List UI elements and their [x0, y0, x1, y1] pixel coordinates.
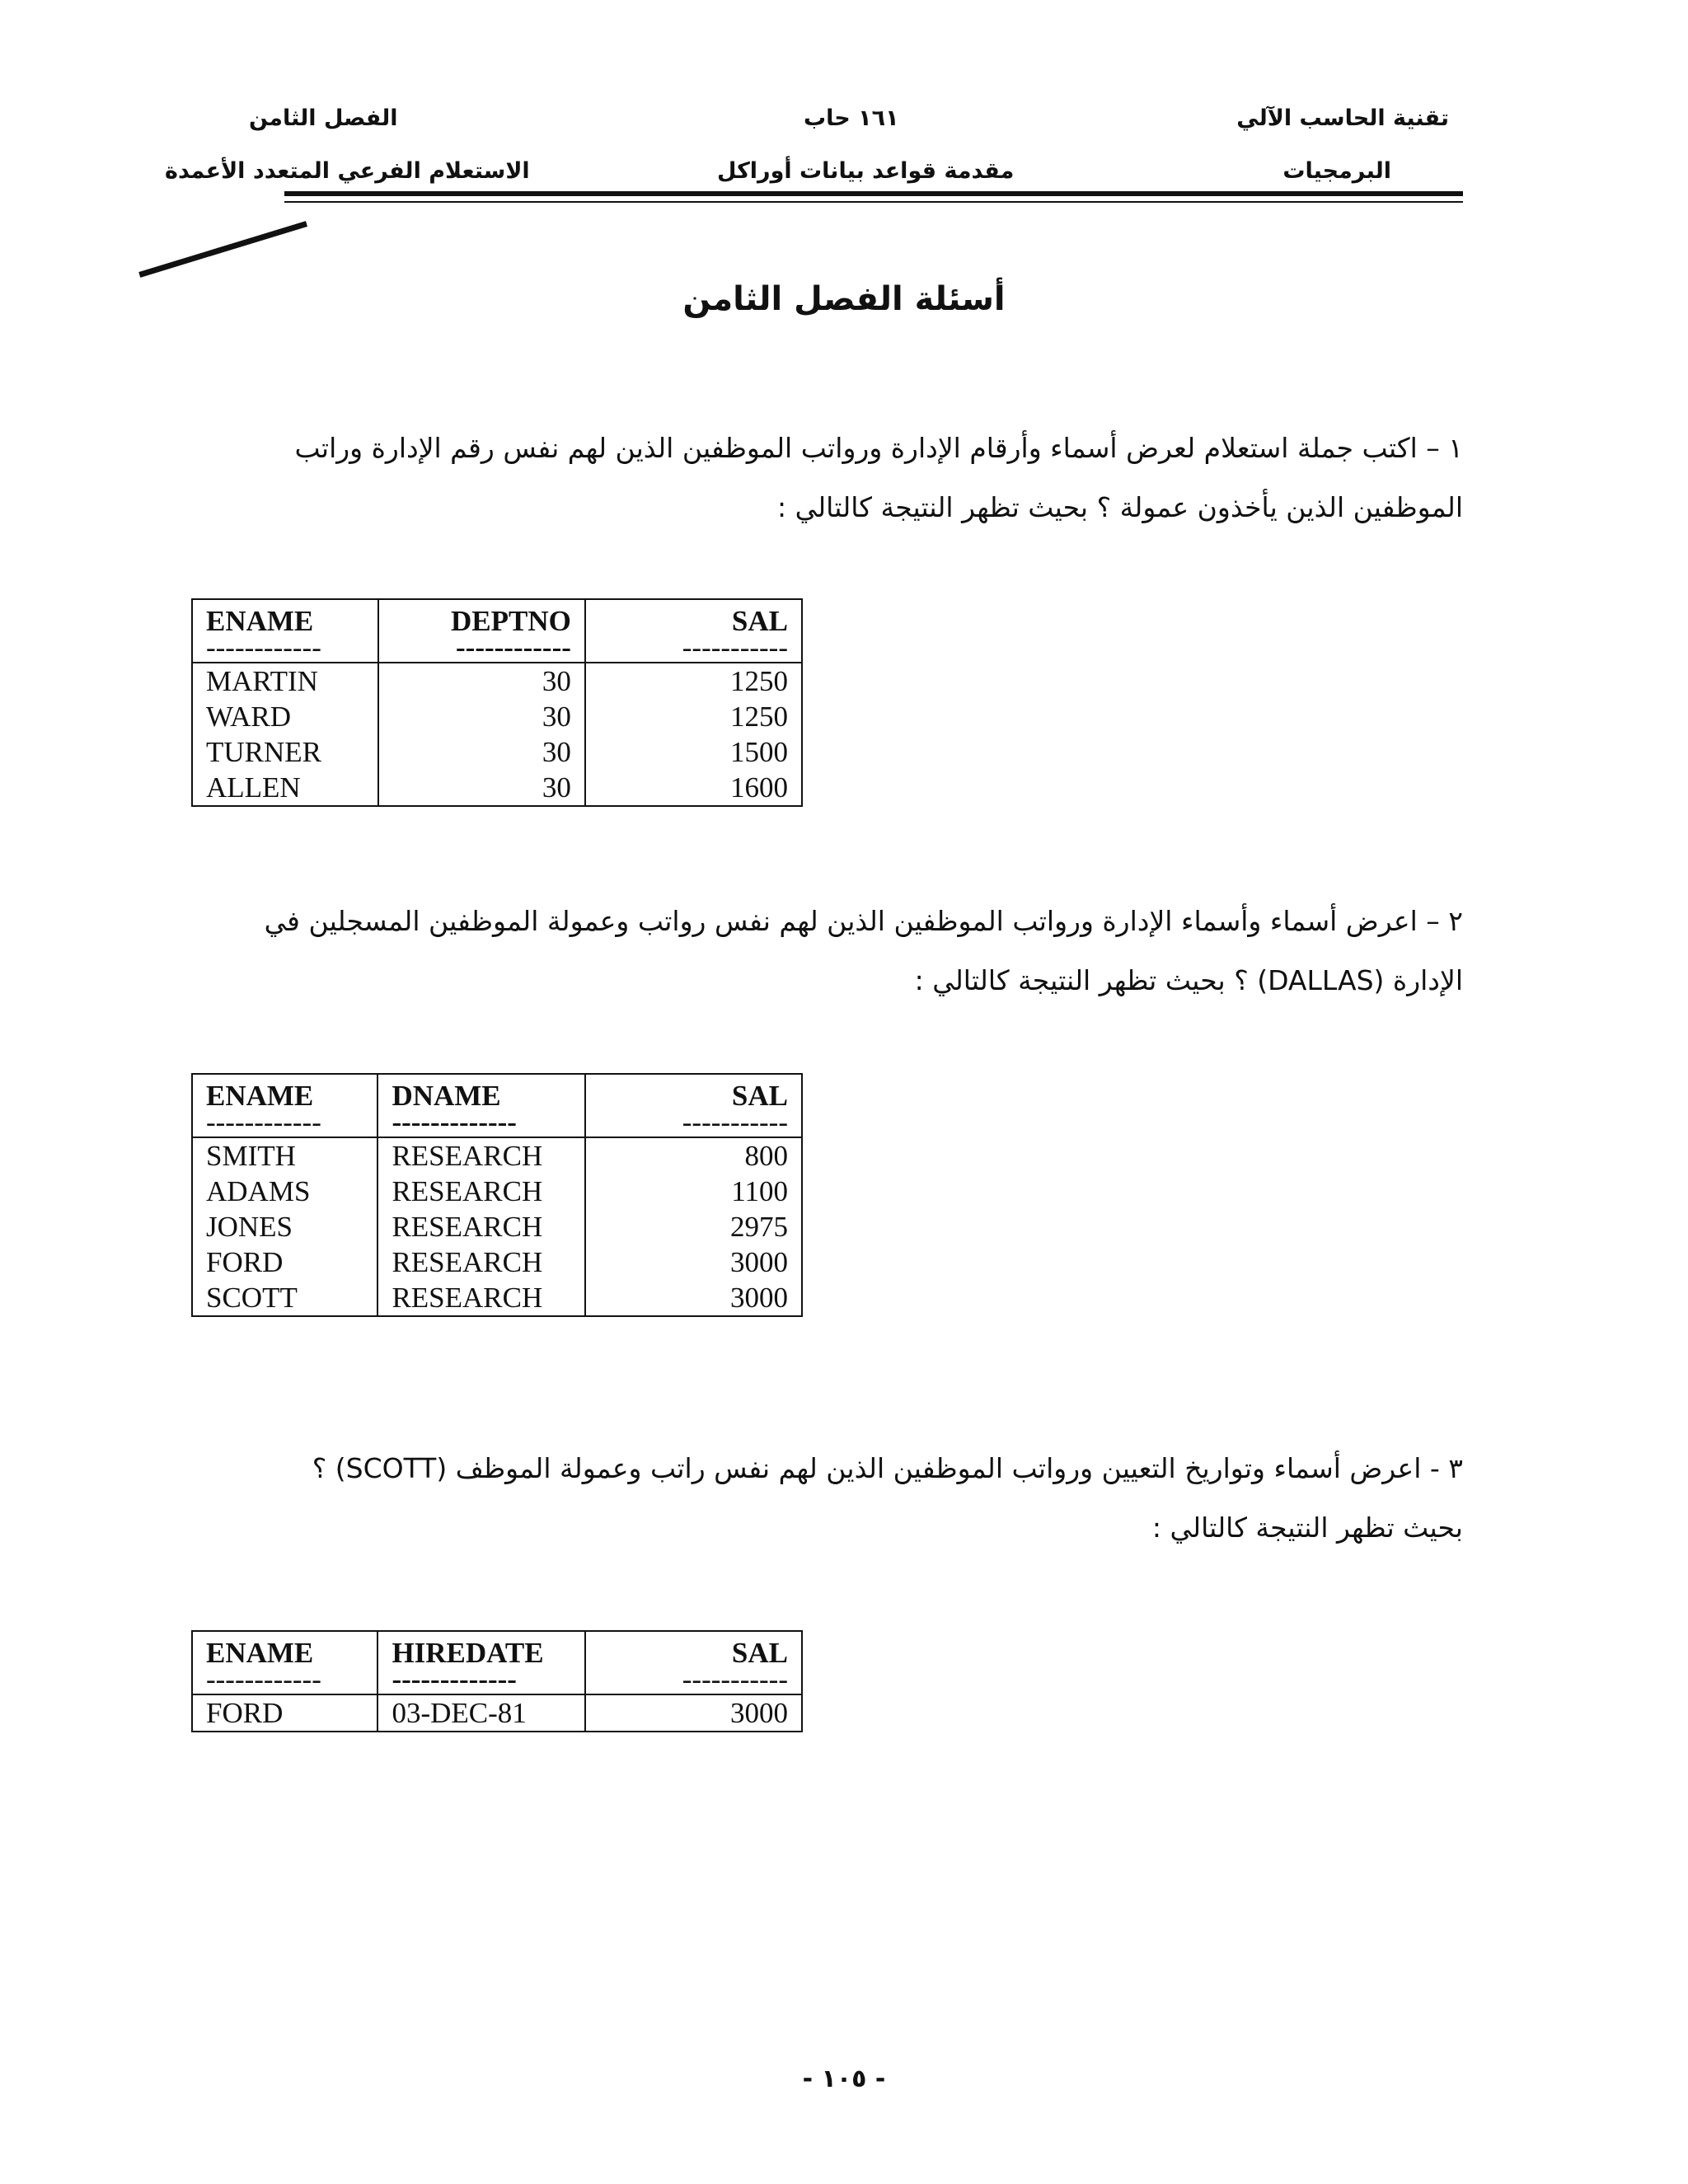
header-chapter: الفصل الثامن: [249, 105, 398, 131]
table-header: ENAME: [192, 1631, 377, 1671]
table-cell: 3000: [585, 1280, 802, 1316]
table-cell: 2975: [585, 1209, 802, 1244]
table-row: [192, 1174, 802, 1209]
question-3-line-2: بحيث تظهر النتيجة كالتالي :: [1151, 1511, 1463, 1544]
header-course-name: مقدمة قواعد بيانات أوراكل: [717, 158, 1015, 184]
table-header-dashes: -------------: [377, 1113, 585, 1137]
header-department: البرمجيات: [1282, 158, 1391, 184]
table-header: SAL: [585, 1074, 802, 1113]
table-header: DNAME: [377, 1074, 585, 1113]
table-header-dashes: -----------: [585, 1113, 802, 1137]
table-cell: 30: [378, 699, 585, 734]
result-table-1: [191, 598, 803, 807]
table-header-dashes: -------------: [377, 1671, 585, 1694]
table-row: [192, 663, 802, 699]
table-cell: 1100: [585, 1174, 802, 1209]
table-header: DEPTNO: [378, 599, 585, 639]
table-row: [192, 1137, 802, 1174]
question-2-line-1: ٢ – اعرض أسماء وأسماء الإدارة ورواتب الموظفين الذين لهم نفس رواتب وعمولة الموظفين المسجلين في: [264, 905, 1463, 937]
question-3-line-1: ٣ - اعرض أسماء وتواريخ التعيين ورواتب الموظفين الذين لهم نفس راتب وعمولة الموظف (SCOTT) ؟: [312, 1452, 1463, 1484]
question-2: [144, 892, 1463, 1010]
header-rule-slant: [138, 221, 307, 278]
table-cell: 03-DEC-81: [377, 1694, 585, 1732]
table-header: HIREDATE: [377, 1631, 585, 1671]
header-chapter-topic: الاستعلام الفرعي المتعدد الأعمدة: [165, 158, 530, 184]
question-3: [144, 1439, 1463, 1558]
header-course-code: ١٦١ حاب: [804, 105, 899, 131]
table-cell: RESEARCH: [377, 1244, 585, 1280]
table-cell: TURNER: [192, 734, 378, 770]
table-header-dashes: ------------: [192, 639, 378, 663]
table-cell: 30: [378, 770, 585, 806]
table-cell: RESEARCH: [377, 1137, 585, 1174]
question-1: [144, 419, 1463, 537]
table-cell: 1500: [585, 734, 802, 770]
question-2-line-2: الإدارة (DALLAS) ؟ بحيث تظهر النتيجة كالتالي :: [914, 964, 1463, 996]
question-1-line-1: ١ – اكتب جملة استعلام لعرض أسماء وأرقام الإدارة ورواتب الموظفين الذين لهم نفس رقم الإدارة وراتب: [294, 432, 1463, 464]
header-rule-thin: [284, 201, 1463, 203]
table-header-dashes: -----------: [585, 1671, 802, 1694]
table-header: ENAME: [192, 1074, 377, 1113]
table-cell: 3000: [585, 1244, 802, 1280]
table-cell: RESEARCH: [377, 1174, 585, 1209]
table-row: [192, 1280, 802, 1316]
table-cell: 1600: [585, 770, 802, 806]
table-header: ENAME: [192, 599, 378, 639]
table-cell: 1250: [585, 699, 802, 734]
table-header-dashes: ------------: [192, 1113, 377, 1137]
table-header-dashes: ------------: [378, 639, 585, 663]
result-table-2: [191, 1073, 803, 1317]
table-cell: ALLEN: [192, 770, 378, 806]
table-cell: SMITH: [192, 1137, 377, 1174]
table-row: [192, 1244, 802, 1280]
table-header-dashes: ------------: [192, 1671, 377, 1694]
table-header: SAL: [585, 599, 802, 639]
header-rule-thick: [284, 191, 1463, 196]
result-table-3: [191, 1630, 803, 1732]
table-cell: FORD: [192, 1694, 377, 1732]
header-course-title: تقنية الحاسب الآلي: [1236, 105, 1449, 131]
table-header-dashes: -----------: [585, 639, 802, 663]
table-cell: SCOTT: [192, 1280, 377, 1316]
page-number: - ١٠٥ -: [802, 2064, 886, 2093]
table-cell: 800: [585, 1137, 802, 1174]
table-row: [192, 1209, 802, 1244]
page-title: أسئلة الفصل الثامن: [682, 280, 1006, 318]
table-cell: MARTIN: [192, 663, 378, 699]
table-cell: RESEARCH: [377, 1280, 585, 1316]
table-cell: 30: [378, 663, 585, 699]
table-row: [192, 770, 802, 806]
table-cell: ADAMS: [192, 1174, 377, 1209]
table-cell: 30: [378, 734, 585, 770]
table-row: [192, 699, 802, 734]
table-cell: RESEARCH: [377, 1209, 585, 1244]
table-row: [192, 734, 802, 770]
table-cell: 1250: [585, 663, 802, 699]
table-header: SAL: [585, 1631, 802, 1671]
question-1-line-2: الموظفين الذين يأخذون عمولة ؟ بحيث تظهر النتيجة كالتالي :: [777, 491, 1463, 523]
table-cell: 3000: [585, 1694, 802, 1732]
table-row: [192, 1694, 802, 1732]
table-cell: WARD: [192, 699, 378, 734]
table-cell: FORD: [192, 1244, 377, 1280]
table-cell: JONES: [192, 1209, 377, 1244]
